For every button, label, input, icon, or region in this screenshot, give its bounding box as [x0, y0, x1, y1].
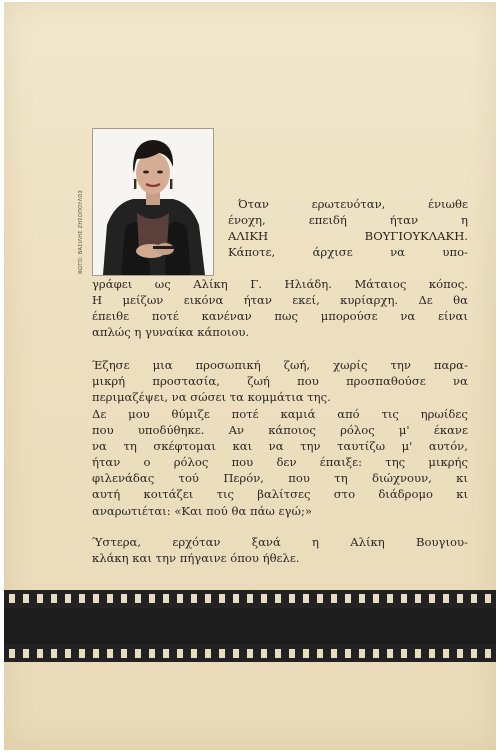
text-line: Κάποτε, άρχισε να υπο- — [228, 245, 468, 260]
film-band — [4, 608, 496, 644]
text-line: Έζησε μια προσωπική ζωή, χωρίς την παρα- — [92, 358, 468, 372]
text-line: που υποδύθηκε. Αν κάποιος ρόλος μ' έκανε — [92, 423, 468, 438]
text-line: ένοχη, επειδή ήταν η — [228, 213, 468, 228]
photo-credit: ΦΩΤΟ: ΒΑΣΙΛΗΣ ΖΗΣΟΠΟΥΛΟΣ — [78, 189, 84, 274]
film-perforations-bottom — [4, 649, 496, 658]
text-line: ΑΛΙΚΗ ΒΟΥΓΙΟΥΚΛΑΚΗ. — [228, 229, 468, 244]
paragraph-4 — [92, 534, 468, 566]
film-perforations-top — [4, 594, 496, 603]
text-line: Ύστερα, ερχόταν ξανά η Αλίκη Βουγιου- — [92, 535, 468, 549]
text-line: απλώς η γυναίκα κάποιου. — [92, 325, 250, 340]
text-line: Όταν ερωτευόταν, ένιωθε — [238, 197, 468, 211]
portrait-image — [93, 129, 213, 275]
text-line: κλάκη και την πήγαινε όπου ήθελε. — [92, 551, 300, 566]
text-line: Η μείζων εικόνα ήταν εκεί, κυρίαρχη. Δε θα — [92, 293, 468, 308]
text-line: γράφει ως Αλίκη Γ. Ηλιάδη. Μάταιος κόπος. — [92, 277, 468, 291]
text-line: έπειθε ποτέ κανέναν πως μπορούσε να είναι — [92, 309, 468, 324]
text-line: φιλενάδας τού Περόν, που τη διώχνουν, κι — [92, 471, 468, 486]
text-line: μικρή προστασία, ζωή που προσπαθούσε να — [92, 374, 468, 389]
paragraph-3 — [92, 406, 468, 519]
paragraph-1-cont — [92, 276, 468, 340]
film-strip — [4, 590, 496, 662]
paragraph-2 — [92, 357, 468, 405]
text-line: να τη σκέφτομαι και να την ταυτίζω μ' αυτόν, — [92, 439, 468, 454]
text-line: περιμαζέψει, να σώσει τα κομμάτια της. — [92, 390, 331, 405]
paragraph-1 — [228, 196, 468, 260]
text-line: αυτή κοιτάζει τις βαλίτσες στο διάδρομο κι — [92, 487, 468, 502]
author-photo — [92, 128, 214, 276]
text-line: Δε μου θύμιζε ποτέ καμιά από τις ηρωίδες — [92, 407, 468, 421]
text-line: αναρωτιέται: «Και πού θα πάω εγώ;» — [92, 503, 312, 518]
text-line: ήταν ο ρόλος που δεν έπαιξε: της μικρής — [92, 455, 468, 470]
